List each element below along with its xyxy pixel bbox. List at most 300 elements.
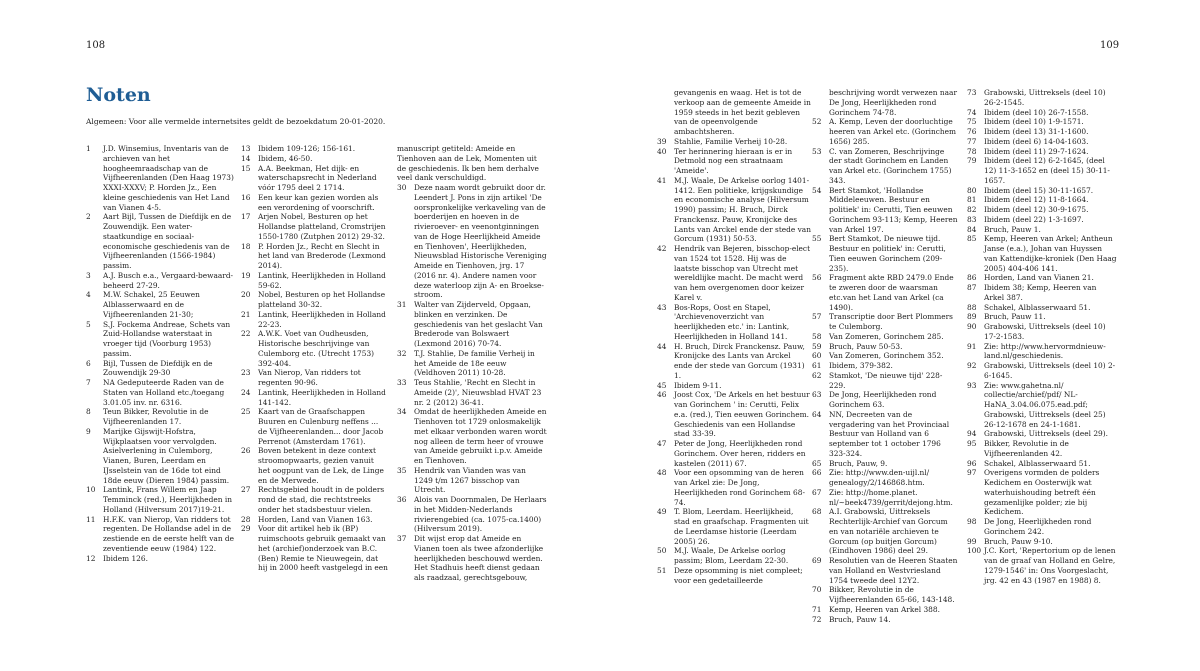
note-text: A. Kemp, Leven der doorluchtige heeren van Arkel etc. (Gorinchem 1656) 285.	[829, 117, 957, 146]
note-number: 59	[812, 341, 822, 351]
note-number: 36	[397, 495, 407, 504]
note-item	[397, 534, 547, 583]
note-text: Van Nierop, Van ridders tot regenten 90-96.	[258, 368, 361, 387]
page-number-left: 108	[86, 40, 106, 51]
note-text: Een keur kan gezien worden als een verordening of voorschrift.	[258, 192, 379, 212]
note-text: Deze naam wordt gebruikt door dr. Leendert J. Pons in zijn artikel 'De oorspronkelijke verkaveling van de boerderijen en hoeven in de rivieroever- en veenontginningen van de Hoge Heerlijkheid Ameide en Tienhoven', Heerlijkheden, Nieuwsblad Historische Vereniging Ameide en Tienhoven, jrg. 17 (2016 nr. 4). Andere namen voor deze waterloop zijn A- en Broekse-stroom.	[414, 183, 547, 300]
note-text: Hendrik van Vianden was van 1249 t/m 1267 bisschop van Utrecht.	[414, 465, 526, 495]
note-text: S.J. Fockema Andreae, Schets van Zuid-Hollandse waterstaat in vroeger tijd (Voorburg 1953) passim.	[103, 319, 231, 358]
note-item	[241, 212, 388, 241]
note-number: 79	[967, 156, 977, 166]
note-item	[812, 117, 958, 146]
note-number: 74	[967, 107, 977, 117]
note-item	[967, 215, 1117, 225]
note-text: Ibidem, 46-50.	[258, 153, 313, 163]
note-number: 27	[241, 485, 251, 495]
note-text: Aart Bijl, Tussen de Diefdijk en de Zouwendijk. Een water-staatkundige en sociaal-economische geschiedenis van de Vijfheerenlanden (1566-1984) passim.	[103, 212, 232, 270]
note-text: Boven betekent in deze context stroomopwaarts, gezien vanuit het oogpunt van de Lek, de Linge en de Merwede.	[258, 446, 384, 485]
note-text: NA Gedeputeerde Raden van de Staten van Holland etc./toegang 3.01.05 inv. nr. 6316.	[103, 378, 225, 407]
note-number: 50	[657, 546, 667, 556]
note-item	[967, 546, 1117, 585]
note-number: 35	[397, 465, 407, 475]
note-item	[967, 186, 1117, 196]
note-text: Marijke Gijswijt-Hofstra, Wijkplaatsen voor vervolgden. Asielverlening in Culemborg, Vianen, Buren, Leerdam en IJsselstein van de 16de tot eind 18de eeuw (Dieren 1984) passim.	[103, 426, 230, 485]
note-number: 9	[86, 426, 91, 436]
note-number: 60	[812, 351, 822, 361]
note-number: 11	[86, 514, 96, 524]
note-number: 30	[397, 183, 407, 192]
note-number: 46	[657, 390, 667, 400]
note-number: 83	[967, 214, 977, 224]
note-item	[241, 329, 388, 368]
note-item	[967, 127, 1117, 137]
note-number: 24	[241, 387, 251, 397]
note-text: Ibidem 9-11.	[674, 380, 722, 390]
note-item	[397, 495, 547, 534]
note-item	[812, 147, 958, 186]
note-item	[397, 378, 547, 407]
note-number: 70	[812, 585, 822, 595]
note-item	[86, 554, 240, 564]
note-text: Ibidem (deel 12) 30-9-1675.	[984, 205, 1089, 214]
note-number: 75	[967, 117, 977, 127]
note-number: 71	[812, 604, 822, 614]
note-item	[967, 342, 1117, 362]
note-text: Stamkot, 'De nieuwe tijd' 228-229.	[829, 370, 943, 390]
note-number: 47	[657, 439, 667, 448]
note-item	[967, 429, 1117, 439]
note-text: H.F.K. van Nierop, Van ridders tot regenten. De Hollandse adel in de zestiende en de eerste helft van de zeventiende eeuw (1984) 122.	[103, 514, 235, 553]
note-number: 43	[657, 302, 667, 312]
note-number: 52	[812, 117, 822, 127]
note-number: 44	[657, 341, 667, 351]
note-number: 18	[241, 241, 251, 251]
note-number: 42	[657, 244, 667, 253]
note-text: P. Horden Jz., Recht en Slecht in het land van Brederode (Lexmond 2014).	[258, 241, 386, 270]
note-text: Omdat de heerlijkheden Ameide en Tienhoven tot 1729 onlosmakelijk met elkaar verbonden waren wordt nog alleen de term heer of vrouwe van Ameide gebruikt i.p.v. Ameide en Tienhoven.	[414, 407, 547, 465]
note-item	[812, 410, 958, 459]
note-number: 57	[812, 312, 822, 322]
note-text: Grabowski, Uittreksels (deel 10) 2-6-1645.	[984, 361, 1116, 380]
note-text: manuscript getiteld: Ameide en Tienhoven aan de Lek, Momenten uit de geschiedenis. Ik ben hem derhalve veel dank verschuldigd.	[397, 144, 539, 183]
note-text: A.A. Beekman, Het dijk- en waterschapsrecht in Nederland vóór 1795 deel 2 1714.	[258, 163, 377, 192]
note-item	[967, 195, 1117, 205]
note-text: De Jong, Heerlijkheden rond Gorinchem 242.	[984, 517, 1092, 536]
note-number: 7	[86, 378, 91, 387]
note-item	[86, 359, 240, 379]
note-item	[967, 303, 1117, 313]
note-item	[397, 183, 547, 300]
note-text: Ibidem (deel 6) 14-04-1603.	[984, 136, 1089, 146]
note-item	[241, 524, 388, 573]
note-text: Bruch, Pauw 11.	[984, 312, 1046, 322]
note-text: Hendrik van Bejeren, bisschop-elect van 1524 tot 1528. Hij was de laatste bisschop van Utrecht met wereldlijke macht. De macht werd van hem overgenomen door keizer Karel v.	[674, 244, 811, 302]
note-number: 96	[967, 458, 977, 468]
note-text: T.J. Stahlie, De familie Verheij in het Ameide de 18e eeuw (Veldhoven 2011) 10-28.	[414, 348, 535, 378]
note-text: Arjen Nobel, Besturen op het Hollandse platteland, Cromstrijen 1550-1780 (Zutphen 2012) 29-32.	[258, 212, 386, 241]
note-item	[967, 283, 1117, 303]
note-number: 10	[86, 485, 96, 495]
note-item	[657, 244, 811, 303]
note-text: Nobel, Besturen op het Hollandse platteland 30-32.	[258, 290, 386, 309]
note-text: Ibidem (deel 10) 26-7-1558.	[984, 107, 1089, 117]
note-number: 28	[241, 514, 251, 524]
note-item	[967, 137, 1117, 147]
note-item	[812, 468, 958, 488]
note-text: Bikker, Revolutie in de Vijfheerenlanden 42.	[984, 439, 1069, 458]
note-text: Van Zomeren, Gorinchem 352.	[829, 351, 944, 361]
note-item	[812, 585, 958, 605]
note-item	[657, 468, 811, 507]
note-text: Ibidem (deel 22) 1-3-1697.	[984, 214, 1084, 224]
note-item	[241, 446, 388, 485]
note-text: Zie: www.gahetna.nl/ collectie/archief/pdf/ NL-HaNA_3.04.06.075.ead.pdf; Grabowski, Uittreksels (deel 25) 26-12-1678 en 24-1-1681.	[984, 380, 1106, 429]
note-number: 2	[86, 212, 91, 222]
note-item	[657, 342, 811, 381]
note-text: Horden, Land van Vianen 21.	[984, 273, 1094, 283]
note-number: 32	[397, 348, 407, 358]
note-text: Zie: http://home.planet. nl/~beek4739/gerrit/dejong.htm.	[829, 487, 953, 507]
note-item	[241, 144, 388, 154]
note-number: 3	[86, 270, 91, 280]
note-text: Horden, Land van Vianen 163.	[258, 514, 373, 524]
note-item	[812, 556, 958, 585]
note-item	[812, 488, 958, 508]
note-number: 22	[241, 329, 251, 339]
note-text: Stahlie, Familie Verheij 10-28.	[674, 136, 788, 146]
note-text: Ibidem (deel 15) 30-11-1657.	[984, 185, 1094, 195]
notes-column-5	[812, 88, 958, 624]
note-number: 69	[812, 556, 822, 565]
note-item	[967, 459, 1117, 469]
note-number: 86	[967, 273, 977, 283]
note-text: Schakel, Alblasserwaard 51.	[984, 458, 1091, 468]
note-number: 84	[967, 224, 977, 234]
note-text: NN, Decreeten van de vergadering van het Provinciaal Bestuur van Holland van 6 september tot 1 october 1796 323-324.	[829, 409, 950, 458]
note-number: 4	[86, 290, 91, 300]
note-item	[241, 164, 388, 193]
note-text: Bruch, Pauw, 9.	[829, 458, 888, 468]
note-text: Lantink, Heerlijkheden in Holland 22-23.	[258, 309, 386, 329]
note-text: Bert Stamkot, De nieuwe tijd. Bestuur en politiek' in: Cerutti, Tien eeuwen Gorinchem (209-235).	[829, 234, 946, 273]
note-item	[657, 147, 811, 176]
note-number: 98	[967, 517, 977, 526]
note-number: 48	[657, 468, 667, 478]
note-number: 40	[657, 146, 667, 156]
note-number: 12	[86, 553, 96, 563]
note-text: Lantink, Heerlijkheden in Holland 141-142.	[258, 387, 386, 407]
note-item	[86, 212, 240, 271]
note-item	[241, 290, 388, 310]
note-item	[967, 439, 1117, 459]
note-text: beschrijving wordt verwezen naar De Jong, Heerlijkheden rond Gorinchem 74-78.	[829, 88, 957, 117]
note-item	[812, 351, 958, 361]
note-text: Grabowski, Uittreksels (deel 10) 26-2-1545.	[984, 88, 1106, 107]
note-number: 85	[967, 234, 977, 244]
note-number: 66	[812, 468, 822, 478]
note-number: 72	[812, 614, 822, 624]
note-item	[812, 312, 958, 332]
note-text: A.W.K. Voet van Oudheusden, Historische beschrijvinge van Culemborg etc. (Utrecht 1753) 392-404.	[258, 329, 375, 368]
note-number: 81	[967, 195, 977, 205]
note-item	[967, 234, 1117, 273]
note-item	[967, 156, 1117, 185]
note-item	[967, 108, 1117, 118]
note-text: Ibidem (deel 11) 29-7-1624.	[984, 146, 1089, 156]
note-text: gevangenis en waag. Het is tot de verkoop aan de gemeente Ameide in 1959 steeds in het bezit gebleven van de opeenvolgende ambachtsheren.	[674, 88, 811, 136]
note-item	[241, 242, 388, 271]
note-number: 90	[967, 322, 977, 331]
note-item	[86, 271, 240, 291]
note-item	[397, 466, 547, 495]
note-text: De Jong, Heerlijkheden rond Gorinchem 63.	[829, 390, 937, 409]
note-number: 87	[967, 283, 977, 292]
note-text: Van Zomeren, Gorinchem 285.	[829, 331, 944, 341]
note-text: Bruch, Pauw 1.	[984, 224, 1041, 234]
note-number: 68	[812, 507, 822, 517]
note-item	[967, 225, 1117, 235]
note-text: Ibidem (deel 10) 1-9-1571.	[984, 117, 1084, 127]
note-item	[397, 144, 547, 183]
note-text: Peter de Jong, Heerlijkheden rond Gorinchem. Over heren, ridders en kastelen (2011) 67.	[674, 439, 806, 468]
note-item	[86, 320, 240, 359]
note-text: C. van Zomeren, Beschrijvinge der stadt Gorinchem en Landen van Arkel etc. (Gorinchem 1755) 343.	[829, 146, 952, 185]
note-item	[967, 322, 1117, 342]
note-item	[86, 515, 240, 554]
note-number: 97	[967, 468, 977, 478]
note-text: Ibidem 38; Kemp, Heeren van Arkel 387.	[984, 283, 1097, 302]
note-text: J.C. Kort, 'Repertorium op de lenen van de graaf van Holland en Gelre, 1279-1546' in: Ons Voorgeslacht, jrg. 42 en 43 (1987 en 1988) 8.	[984, 546, 1116, 585]
note-item	[812, 507, 958, 556]
note-text: Deze opsomming is niet compleet; voor een gedetailleerde	[674, 565, 803, 585]
note-text: A.J. Busch e.a., Vergaard-bewaard-beheerd 27-29.	[103, 270, 234, 290]
note-number: 91	[967, 341, 977, 351]
notes-column-1	[86, 144, 240, 563]
note-text: M.W. Schakel, 25 Eeuwen Alblasserwaard en de Vijfheerenlanden 21-30;	[103, 290, 200, 319]
note-text: Ibidem (deel 13) 31-1-1600.	[984, 127, 1089, 136]
note-item	[812, 273, 958, 312]
note-item	[241, 310, 388, 330]
note-item	[397, 349, 547, 378]
note-item	[967, 117, 1117, 127]
note-number: 95	[967, 439, 977, 448]
note-item	[812, 332, 958, 342]
note-number: 55	[812, 234, 822, 244]
note-number: 51	[657, 565, 667, 575]
note-number: 13	[241, 144, 251, 153]
note-text: Transcriptie door Bert Plommers te Culemborg.	[829, 312, 953, 331]
note-item	[657, 439, 811, 468]
note-number: 56	[812, 273, 822, 283]
intro-text: Algemeen: Voor alle vermelde internetsites geldt de bezoekdatum 20-01-2020.	[86, 117, 386, 126]
page-number-right: 109	[1100, 40, 1120, 51]
note-text: Resolutien van de Heeren Staaten van Holland en Westvriesland 1754 tweede deel 12Y2.	[829, 556, 958, 585]
note-number: 41	[657, 175, 667, 185]
note-text: Bijl, Tussen de Diefdijk en de Zouwendijk 29-30	[103, 358, 213, 378]
note-item	[241, 154, 388, 164]
note-number: 61	[812, 361, 822, 370]
note-item	[241, 271, 388, 291]
note-text: Zie: http://www.den-uijl.nl/ genealogy/2/146868.htm.	[829, 468, 930, 487]
note-item	[241, 388, 388, 408]
note-text: Kemp, Heeren van Arkel 388.	[829, 604, 940, 614]
note-item	[812, 605, 958, 615]
note-text: Walter van Zijderveld, Opgaan, blinken en verzinken. De geschiedenis van het geslacht Van Brederode van Bolswaert (Lexmond 2016) 70-74.	[414, 300, 543, 348]
note-number: 76	[967, 127, 977, 136]
note-item	[657, 88, 811, 137]
note-text: T. Blom, Leerdam. Heerlijkheid, stad en graafschap. Fragmenten uit de Leerdamse historie (Leerdam 2005) 26.	[674, 507, 809, 546]
note-number: 17	[241, 212, 251, 222]
note-item	[812, 186, 958, 235]
note-number: 39	[657, 136, 667, 146]
note-text: Ibidem 126.	[103, 553, 148, 563]
note-item	[812, 390, 958, 410]
note-item	[657, 381, 811, 391]
note-item	[657, 546, 811, 566]
note-text: Teun Bikker, Revolutie in de Vijfheerenlanden 17.	[103, 407, 209, 426]
note-number: 37	[397, 534, 407, 543]
note-item	[967, 147, 1117, 157]
note-number: 78	[967, 146, 977, 156]
note-item	[241, 485, 388, 514]
note-number: 23	[241, 368, 251, 378]
note-item	[812, 371, 958, 391]
note-item	[86, 427, 240, 486]
note-text: Lantink, Heerlijkheden in Holland 59-62.	[258, 270, 386, 290]
notes-column-2	[241, 144, 388, 573]
note-number: 54	[812, 185, 822, 195]
note-number: 53	[812, 146, 822, 156]
note-text: Ibidem, 379-382.	[829, 361, 893, 370]
note-number: 8	[86, 407, 91, 417]
note-text: M.J. Waale, De Arkelse oorlog passim; Blom, Leerdam 22-30.	[674, 546, 789, 565]
note-number: 19	[241, 270, 251, 280]
note-item	[397, 300, 547, 349]
note-text: Voor een opsomming van de heren van Arkel zie: De Jong, Heerlijkheden rond Gorinchem 68-74.	[674, 468, 805, 507]
note-text: Bruch, Pauw 14.	[829, 614, 891, 624]
note-text: Kemp, Heeren van Arkel; Antheun Janse (e.a.), Johan van Huyssen van Kattendijke-kroniek (Den Haag 2005) 404-406 141.	[984, 234, 1117, 273]
note-number: 5	[86, 319, 91, 329]
note-text: Alois van Doornmalen, De Herlaars in het Midden-Nederlands rivierengebied (ca. 1075-ca.1400) (Hilversum 2019).	[414, 495, 547, 534]
note-text: Grabowski, Uittreksels (deel 29).	[984, 429, 1108, 439]
note-text: Bikker, Revolutie in de Vijfheerenlanden 65-66, 143-148.	[829, 585, 955, 604]
note-text: M.J. Waale, De Arkelse oorlog 1401-1412. Een politieke, krijgskundige en economische analyse (Hilversum 1990) passim; H. Bruch, Dirck Franckensz. Pauw, Kronijcke des Lants van Arckel ende der stede van Gorcum (1931) 50-53.	[674, 175, 811, 244]
note-number: 20	[241, 290, 251, 300]
note-number: 62	[812, 370, 822, 380]
note-item	[657, 390, 811, 439]
note-item	[812, 459, 958, 469]
note-number: 58	[812, 331, 822, 341]
note-text: Teus Stahlie, 'Recht en Slecht in Ameide (2)', Nieuwsblad HVAT 23 nr. 2 (2012) 36-41.	[414, 378, 542, 407]
note-number: 26	[241, 446, 251, 456]
note-item	[967, 205, 1117, 215]
note-text: Lantink, Frans Willem en Jaap Temminck (red.), Heerlijkheden in Holland (Hilversum 2017)19-21.	[103, 485, 232, 514]
note-number: 100	[967, 546, 982, 556]
note-number: 64	[812, 409, 822, 419]
note-number: 34	[397, 407, 407, 417]
note-text: Voor dit artikel heb ik (BP) ruimschoots gebruik gemaakt van het (archief)onderzoek van B.C. (Ben) Remie te Nieuwegein, dat hij in 2000 heeft vastgelegd in een	[258, 524, 388, 573]
note-item	[397, 407, 547, 466]
note-number: 77	[967, 136, 977, 146]
note-text: Ibidem 109-126; 156-161.	[258, 144, 356, 153]
note-item	[812, 361, 958, 371]
note-item	[657, 176, 811, 244]
note-number: 93	[967, 380, 977, 390]
notes-column-3	[397, 144, 547, 583]
note-text: Fragment akte RBD 2479.0 Ende te zweren door de waarsman etc.van het Land van Arkel (ca 1490).	[829, 273, 954, 312]
page-title: Noten	[86, 84, 151, 106]
note-number: 94	[967, 429, 977, 439]
note-item	[657, 303, 811, 342]
note-text: Grabowski, Uittreksels (deel 10) 17-2-1583.	[984, 322, 1106, 341]
note-item	[241, 193, 388, 213]
note-number: 16	[241, 192, 251, 202]
note-text: H. Bruch, Dirck Franckensz. Pauw, Kronijcke des Lants van Arckel ende der stede van Gorcum (1931) 1.	[674, 341, 805, 380]
note-number: 25	[241, 407, 251, 417]
note-text: Schakel, Alblasserwaard 51.	[984, 302, 1091, 312]
note-item	[86, 407, 240, 427]
note-text: J.D. Winsemius, Inventaris van de archieven van het hoogheemraadschap van de Vijfheerenlanden (Den Haag 1973) XXXI-XXXV; P. Horden Jz., Een kleine geschiedenis van Het Land van Vianen 4-5.	[103, 144, 234, 212]
note-number: 45	[657, 380, 667, 390]
note-item	[657, 566, 811, 586]
note-text: Dit wijst erop dat Ameide en Vianen toen als twee afzonderlijke heerlijkheden beschouwd werden. Het Stadhuis heeft dienst gedaan als raadzaal, gerechtsgebouw,	[414, 534, 544, 582]
note-item	[241, 515, 388, 525]
note-text: Joost Cox, 'De Arkels en het bestuur van Gorinchem ' in: Cerutti, Felix e.a. (red.), Tien eeuwen Gorinchem. Geschiedenis van een Hollandse stad 33-39.	[674, 390, 810, 439]
note-item	[812, 615, 958, 625]
note-number: 82	[967, 205, 977, 214]
note-item	[967, 537, 1117, 547]
note-text: Zie: http://www.hervormdnieuw-land.nl/geschiedenis.	[984, 341, 1106, 361]
note-number: 88	[967, 302, 977, 312]
note-number: 31	[397, 300, 407, 309]
note-item	[967, 468, 1117, 517]
note-item	[812, 342, 958, 352]
note-item	[86, 290, 240, 319]
note-text: Bruch, Pauw 9-10.	[984, 536, 1053, 546]
note-text: Ibidem (deel 12) 6-2-1645, (deel 12) 11-3-1652 en (deel 15) 30-11-1657.	[984, 156, 1110, 185]
note-item	[812, 234, 958, 273]
note-item	[241, 407, 388, 446]
note-text: Ibidem (deel 12) 11-8-1664.	[984, 195, 1089, 205]
note-number: 15	[241, 163, 251, 173]
note-number: 67	[812, 487, 822, 497]
note-item	[967, 361, 1117, 381]
note-number: 80	[967, 185, 977, 195]
note-number: 73	[967, 88, 977, 97]
note-item	[967, 273, 1117, 283]
note-number: 21	[241, 309, 251, 319]
note-item	[86, 144, 240, 212]
note-item	[967, 312, 1117, 322]
note-text: Ter herinnering hieraan is er in Detmold nog een straatnaam 'Ameide'.	[674, 146, 793, 175]
note-number: 33	[397, 378, 407, 387]
note-text: Overigens vormden de polders Kedichem en Oosterwijk wat waterhuishouding betreft één gezamenlijke polder; zie bij Kedichem.	[984, 468, 1100, 517]
note-item	[812, 88, 958, 117]
note-number: 89	[967, 312, 977, 322]
note-number: 65	[812, 458, 822, 468]
note-item	[657, 137, 811, 147]
note-number: 1	[86, 144, 91, 153]
note-number: 14	[241, 153, 251, 163]
note-text: Bert Stamkot, 'Hollandse Middeleeuwen. Bestuur en politiek' in: Cerutti, Tien eeuwen Gorinchem 93-113; Kemp, Heeren van Arkel 197.	[829, 185, 958, 234]
note-item	[241, 368, 388, 388]
note-item	[967, 517, 1117, 537]
notes-column-4	[657, 88, 811, 585]
note-number: 99	[967, 536, 977, 546]
note-item	[967, 381, 1117, 430]
note-number: 6	[86, 358, 91, 368]
note-item	[86, 485, 240, 514]
